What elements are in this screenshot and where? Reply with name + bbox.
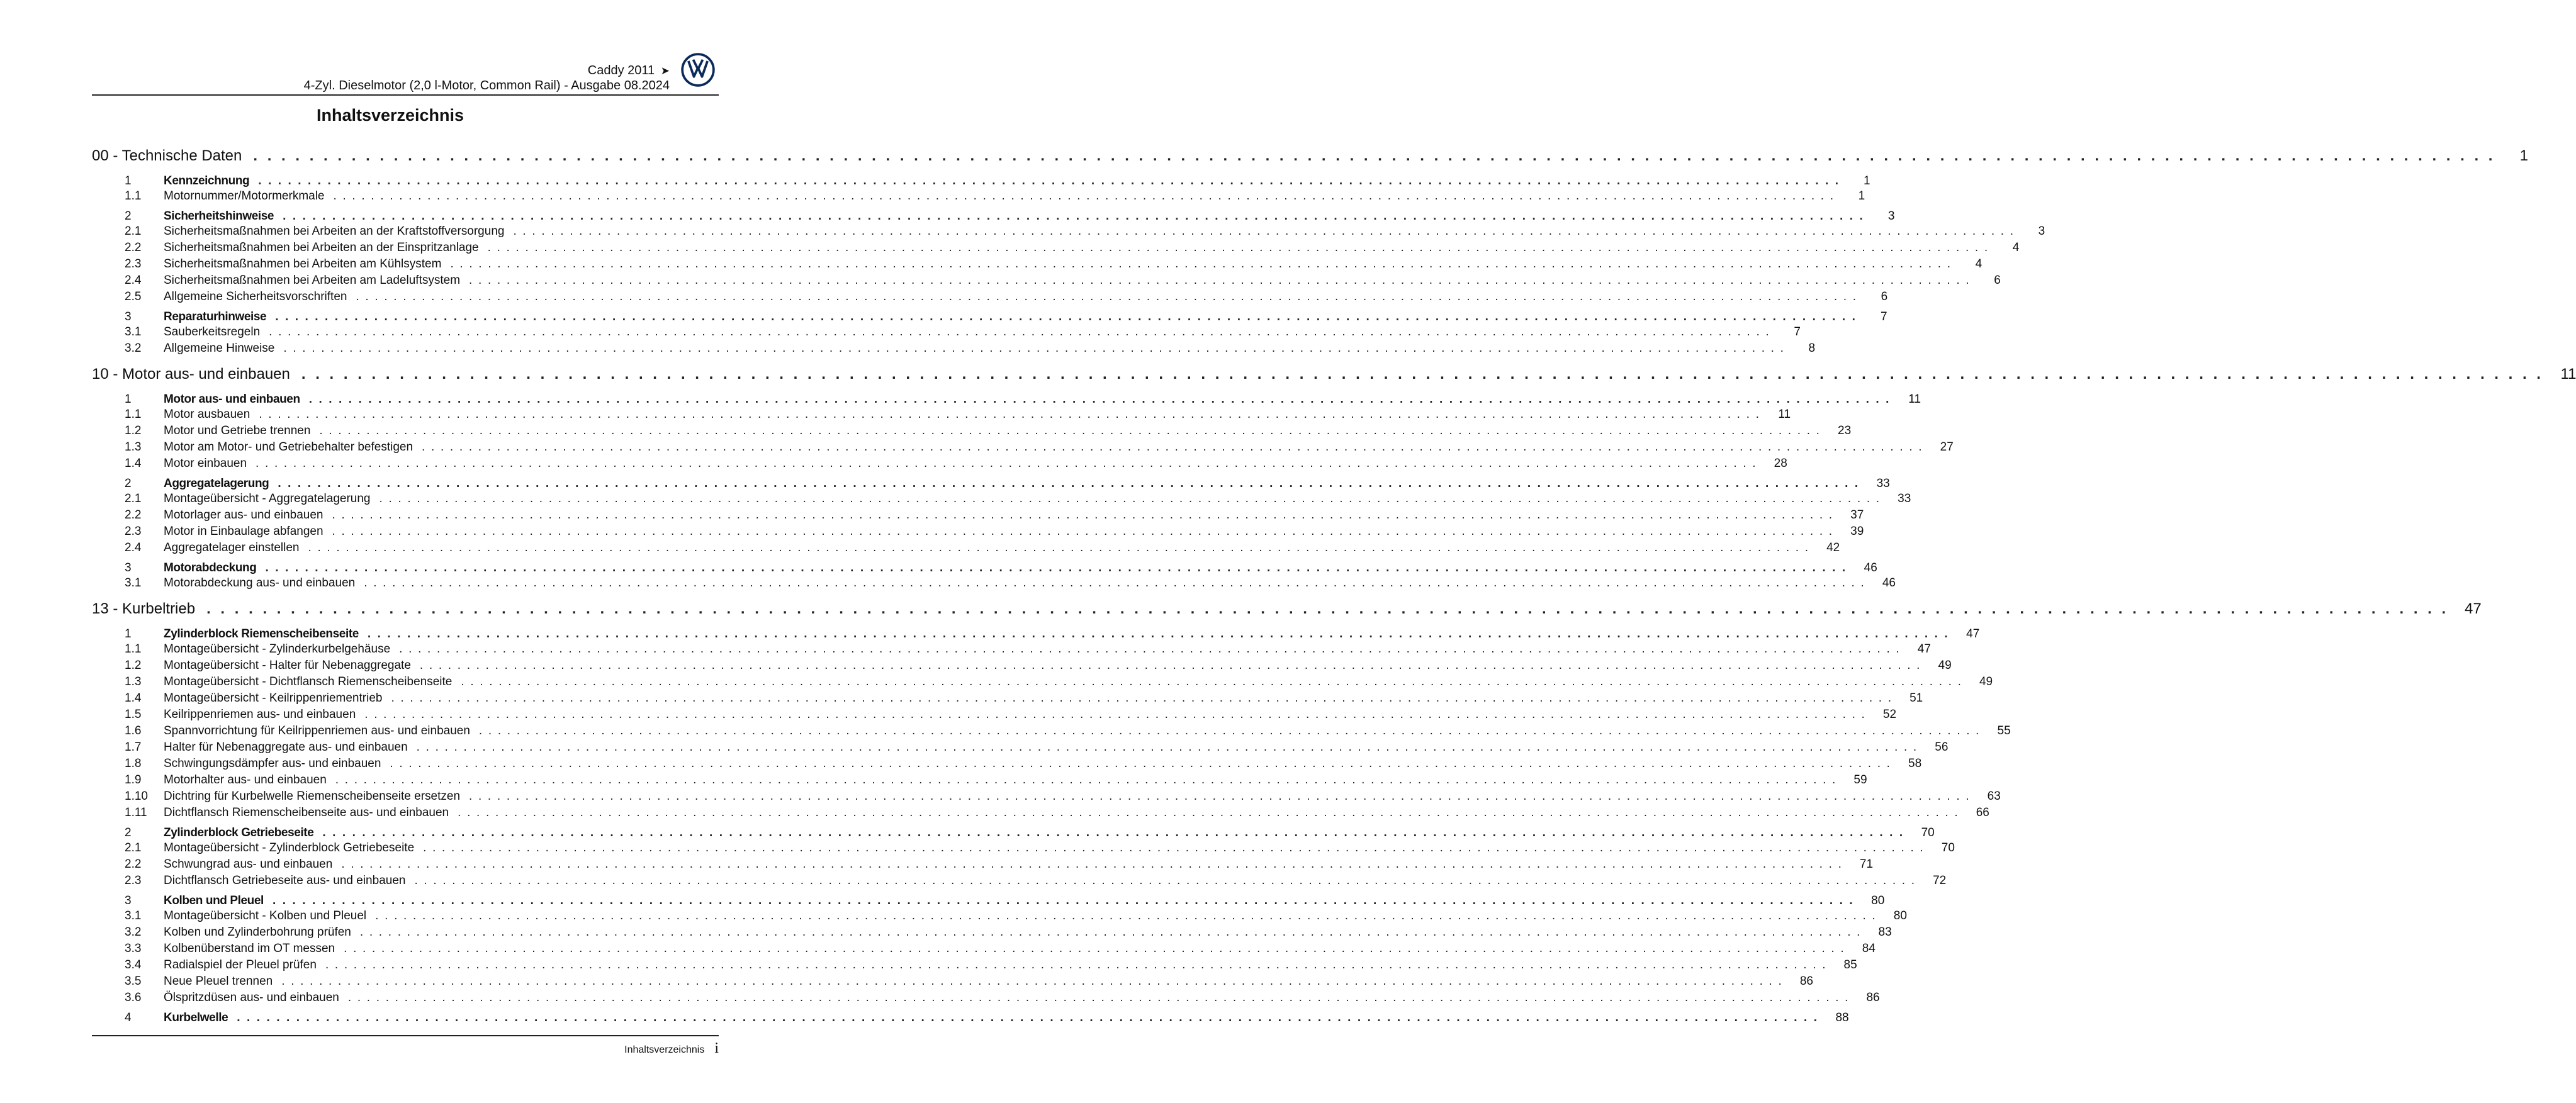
toc-entry-page: 46	[1864, 561, 1877, 574]
dot-leader: . . . . . . . . . . . . . . . . . . . . . . . . . . . . . . . . . . . . . . . . . . . . . . . . . . . . . . . . . . . . . . . . . . . . . . . . . . . . . . . . . . . . . . . . . . . . . . . . . . . . . . . . . . . . . . . . . . . . . . . . . . . . . . . . . . . . . . . . . . . . . . . . . . . . . . . . . . . . . . . .	[283, 342, 1786, 355]
toc-entry-number: 2	[125, 826, 132, 839]
toc-entry-number: 2.3	[125, 525, 142, 538]
toc-entry-section[interactable]	[92, 627, 1980, 642]
dot-leader: . . . . . . . . . . . . . . . . . . . . . . . . . . . . . . . . . . . . . . . . . . . . . . . . . . . . . . . . . . . . . . . . . . . . . . . . . . . . . . . . . . . . . . . . . . . . . . . . . . . . . . . . . . . . . . . . . . . . . . . . . . . . . . . . . . . . . . . . . . . . . . . . . . . . . . . . . . . . . . . .	[325, 958, 1827, 971]
toc-entry-number: 1.10	[125, 790, 148, 803]
toc-entry-sub[interactable]	[92, 492, 1911, 508]
toc-entry-sub[interactable]	[92, 541, 1840, 557]
toc-entry-section[interactable]	[92, 1011, 1849, 1026]
toc-entry-page: 58	[1908, 757, 1922, 770]
toc-entry-page: 55	[1997, 724, 2011, 737]
toc-entry-label: Montageübersicht - Kolben und Pleuel	[164, 909, 367, 922]
toc-entry-page: 46	[1882, 576, 1896, 590]
toc-entry-page: 85	[1843, 958, 1857, 971]
toc-entry-page: 52	[1882, 708, 1897, 721]
toc-entry-number: 1.2	[125, 424, 142, 437]
toc-entry-page: 6	[1994, 274, 2001, 287]
toc-entry-section[interactable]	[92, 826, 1935, 841]
toc-entry-number: 1.3	[125, 675, 142, 688]
toc-entry-label: Motorabdeckung	[164, 561, 257, 574]
toc-entry-number: 3	[125, 310, 132, 323]
toc-entry-label: Sicherheitsmaßnahmen bei Arbeiten an der Einspritzanlage	[164, 241, 479, 254]
toc-entry-number: 2.4	[125, 274, 142, 287]
toc-entry-page: 86	[1866, 991, 1880, 1004]
toc-entry-page: 49	[1938, 659, 1952, 672]
toc-entry-label: Spannvorrichtung für Keilrippenriemen aus- und einbauen	[164, 724, 470, 737]
header-model-line	[588, 64, 670, 78]
toc-entry-label: Neue Pleuel trennen	[164, 975, 273, 988]
toc-entry-label: Halter für Nebenaggregate aus- und einbauen	[164, 741, 408, 754]
vw-logo-icon	[681, 53, 715, 87]
toc-entry-label: Sicherheitsmaßnahmen bei Arbeiten an der Kraftstoffversorgung	[164, 225, 505, 238]
toc-entry-number: 3.4	[125, 958, 142, 971]
dot-leader: . . . . . . . . . . . . . . . . . . . . . . . . . . . . . . . . . . . . . . . . . . . . . . . . . . . . . . . . . . . . . . . . . . . . . . . . . . . . . . . . . . . . . . . . . . . . . . . . . . . . . . . . . . . . . . . . . . . . . . . . . . . . . . . . . . . . . . . . . . . . . . . . . . . . . . . . . . . . . . . .	[283, 210, 1865, 223]
toc-entry-page: 70	[1921, 826, 1935, 839]
toc-entry-label: Motor aus- und einbauen	[164, 393, 300, 406]
dot-leader: . . . . . . . . . . . . . . . . . . . . . . . . . . . . . . . . . . . . . . . . . . . . . . . . . . . . . . . . . . . . . . . . . . . . . . . . . . . . . . . . . . . . . . . . . . . . . . . . . . . . . . . . . . . . . . . . . . . . . . . . . . . . . . . . . . . . . . . . . . . . . . . . . . . . . . . . . . . . . . . .	[347, 991, 1850, 1004]
footer-label: Inhaltsverzeichnis	[624, 1044, 705, 1055]
toc-entry-label: Motor und Getriebe trennen	[164, 424, 311, 437]
dot-leader: . . . . . . . . . . . . . . . . . . . . . . . . . . . . . . . . . . . . . . . . . . . . . . . . . . . . . . . . . . . . . . . . . . . . . . . . . . . . . . . . . . . . . . . . . . . . . . . . . . . . . . . . . . . . . . . . . . . . . . . . . . . . . . . . . . . . . . . . . . . . . . . . . . . . . . . . . . . . . . . .	[469, 790, 1971, 803]
toc-entry-page: 47	[1917, 642, 1931, 656]
dot-leader: . . . . . . . . . . . . . . . . . . . . . . . . . . . . . . . . . . . . . . . . . . . . . . . . . . . . . . . . . . . . . . . . . . . . . . . . . . . . . . . . . . . . . . . . . . . . . . . . . . . . . . . . . . . . . . . . . . . . . . . . . . . . . . . . . . . . . . . . . . . . . . . . . . . . . . . . . . . . . . . .	[265, 561, 1847, 574]
toc-entry-label: Montageübersicht - Zylinderkurbelgehäuse	[164, 642, 391, 656]
toc-entry-page: 23	[1838, 424, 1852, 437]
dot-leader: . . . . . . . . . . . . . . . . . . . . . . . . . . . . . . . . . . . . . . . . . . . . . . . . . . . . . . . . . . . . . . . . . . . . . . . . . . . . . . . . . . . . . . . . . . . . . . . . . . . . . . . . . . . . . . . . . . . . . . . . . . . . . . . . . . . . . . . . . . . . . . . . . . . . . . . . . . . . . . . .	[364, 708, 1867, 721]
toc-entry-section[interactable]	[92, 477, 1890, 492]
toc-entry-sub[interactable]	[92, 991, 1880, 1007]
toc-entry-label: Sicherheitsmaßnahmen bei Arbeiten am Ladeluftsystem	[164, 274, 461, 287]
dot-leader: . . . . . . . . . . . . . . . . . . . . . . . . . . . . . . . . . . . . . . . . . . . . . . . . . . . . . . . . . . . . . . . . . . . . . . . . . . . . . . . . . . . . . . . . . . . . . . . . . . . . . . . . . . . . . . . . . . . . . . . . . . . . . . . . . . . . . . . . . . . . . . . . . . . . . . . . . . . . . . . .	[364, 576, 1865, 590]
toc-entry-sub[interactable]	[92, 691, 1923, 708]
toc-entry-section[interactable]	[92, 210, 1895, 225]
toc-entry-number: 3	[125, 561, 132, 574]
dot-leader: . . . . . . . . . . . . . . . . . . . . . . . . . . . . . . . . . . . . . . . . . . . . . . . . . . . . . . . . . . . . . . . . . . . . . . . . . . . . . . . . . . . . . . . . . . . . . . . . . . . . . . . . . . . . . . . . . . . . . . . . . . . . . . . . . . . . . . . . . . . . . . . . . . . . . . . . . . . . . . . .	[359, 926, 1862, 939]
toc-entry-page: 80	[1871, 894, 1885, 907]
toc-entry-page: 6	[1881, 290, 1888, 303]
dot-leader: . . . . . . . . . . . . . . . . . . . . . . . . . . . . . . . . . . . . . . . . . . . . . . . . . . . . . . . . . . . . . . . . . . . . . . . . . . . . . . . . . . . . . . . . . . . . . . . . . . . . . . . . . . . . . . . . . . . . . . . . . . . . . . . . . . . . . . . . . . . . . . . . . . . . . . . . . . . . . . . .	[259, 408, 1761, 421]
toc-entry-sub[interactable]	[92, 257, 1983, 274]
toc-entry-number: 2.3	[125, 874, 142, 887]
toc-entry-label: Schwungrad aus- und einbauen	[164, 858, 333, 871]
dot-leader: . . . . . . . . . . . . . . . . . . . . . . . . . . . . . . . . . . . . . . . . . . . . . . . . . . . . . . . . . . . . . . . . . . . . . . . . . . . . . . . . . . . . . . . . . . . . . . . . . . . . . . . . . . . . . . . . . . . . . . . . . . . . . . . . . . . . . . . . . . . . . . . . . . . . . . . . . . . . . . . .	[206, 600, 2449, 617]
dot-leader: . . . . . . . . . . . . . . . . . . . . . . . . . . . . . . . . . . . . . . . . . . . . . . . . . . . . . . . . . . . . . . . . . . . . . . . . . . . . . . . . . . . . . . . . . . . . . . . . . . . . . . . . . . . . . . . . . . . . . . . . . . . . . . . . . . . . . . . . . . . . . . . . . . . . . . . . . . . . . . . .	[469, 274, 1971, 287]
toc-entry-sub[interactable]	[92, 858, 1874, 874]
toc-entry-label: 00 - Technische Daten	[92, 147, 242, 164]
toc-entry-page: 47	[2464, 600, 2482, 617]
toc-entry-number: 1.9	[125, 773, 142, 787]
toc-entry-label: Zylinderblock Riemenscheibenseite	[164, 627, 359, 641]
table-of-contents	[92, 147, 2576, 1026]
toc-entry-label: Allgemeine Hinweise	[164, 342, 275, 355]
toc-entry-number: 1	[125, 174, 132, 188]
toc-entry-page: 39	[1850, 525, 1864, 538]
toc-entry-chapter[interactable]	[92, 147, 2528, 171]
toc-entry-page: 37	[1850, 508, 1864, 522]
toc-entry-sub[interactable]	[92, 408, 1791, 424]
dot-leader: . . . . . . . . . . . . . . . . . . . . . . . . . . . . . . . . . . . . . . . . . . . . . . . . . . . . . . . . . . . . . . . . . . . . . . . . . . . . . . . . . . . . . . . . . . . . . . . . . . . . . . . . . . . . . . . . . . . . . . . . . . . . . . . . . . . . . . . . . . . . . . . . . . . . . . . . . . . . . . . .	[237, 1011, 1819, 1024]
page-title: Inhaltsverzeichnis	[316, 106, 464, 125]
dot-leader: . . . . . . . . . . . . . . . . . . . . . . . . . . . . . . . . . . . . . . . . . . . . . . . . . . . . . . . . . . . . . . . . . . . . . . . . . . . . . . . . . . . . . . . . . . . . . . . . . . . . . . . . . . . . . . . . . . . . . . . . . . . . . . . . . . . . . . . . . . . . . . . . . . . . . . . . . . . . . . . .	[308, 393, 1891, 406]
toc-entry-label: Kolbenüberstand im OT messen	[164, 942, 335, 955]
dot-leader: . . . . . . . . . . . . . . . . . . . . . . . . . . . . . . . . . . . . . . . . . . . . . . . . . . . . . . . . . . . . . . . . . . . . . . . . . . . . . . . . . . . . . . . . . . . . . . . . . . . . . . . . . . . . . . . . . . . . . . . . . . . . . . . . . . . . . . . . . . . . . . . . . . . . . . . . . . . . . . . .	[423, 841, 1925, 854]
arrow-right-icon: ➤	[660, 65, 670, 77]
toc-entry-number: 2.2	[125, 241, 142, 254]
toc-entry-page: 3	[2038, 225, 2045, 238]
dot-leader: . . . . . . . . . . . . . . . . . . . . . . . . . . . . . . . . . . . . . . . . . . . . . . . . . . . . . . . . . . . . . . . . . . . . . . . . . . . . . . . . . . . . . . . . . . . . . . . . . . . . . . . . . . . . . . . . . . . . . . . . . . . . . . . . . . . . . . . . . . . . . . . . . . . . . . . . . . . . . . . .	[278, 477, 1860, 490]
toc-entry-sub[interactable]	[92, 909, 1907, 926]
dot-leader: . . . . . . . . . . . . . . . . . . . . . . . . . . . . . . . . . . . . . . . . . . . . . . . . . . . . . . . . . . . . . . . . . . . . . . . . . . . . . . . . . . . . . . . . . . . . . . . . . . . . . . . . . . . . . . . . . . . . . . . . . . . . . . . . . . . . . . . . . . . . . . . . . . . . . . . . . . . . . . . .	[391, 691, 1893, 705]
toc-entry-number: 4	[125, 1011, 132, 1024]
page-footer	[624, 1040, 719, 1057]
toc-entry-sub[interactable]	[92, 642, 1931, 659]
toc-entry-page: 3	[1887, 210, 1895, 223]
dot-leader: . . . . . . . . . . . . . . . . . . . . . . . . . . . . . . . . . . . . . . . . . . . . . . . . . . . . . . . . . . . . . . . . . . . . . . . . . . . . . . . . . . . . . . . . . . . . . . . . . . . . . . . . . . . . . . . . . . . . . . . . . . . . . . . . . . . . . . . . . . . . . . . . . . . . . . . . . . . . . . . .	[301, 366, 2544, 383]
toc-entry-page: 7	[1794, 325, 1801, 339]
toc-entry-number: 3.1	[125, 325, 142, 339]
toc-entry-label: Motor am Motor- und Getriebehalter befestigen	[164, 440, 413, 454]
toc-entry-sub[interactable]	[92, 290, 1888, 306]
toc-entry-sub[interactable]	[92, 841, 1955, 858]
toc-entry-page: 86	[1799, 975, 1813, 988]
toc-entry-page: 33	[1876, 477, 1890, 490]
toc-entry-page: 80	[1893, 909, 1907, 922]
toc-entry-label: Kolben und Pleuel	[164, 894, 264, 907]
toc-entry-number: 1.4	[125, 691, 142, 705]
toc-entry-label: Zylinderblock Getriebeseite	[164, 826, 314, 839]
toc-entry-sub[interactable]	[92, 926, 1892, 942]
toc-entry-page: 11	[2560, 366, 2576, 383]
dot-leader: . . . . . . . . . . . . . . . . . . . . . . . . . . . . . . . . . . . . . . . . . . . . . . . . . . . . . . . . . . . . . . . . . . . . . . . . . . . . . . . . . . . . . . . . . . . . . . . . . . . . . . . . . . . . . . . . . . . . . . . . . . . . . . . . . . . . . . . . . . . . . . . . . . . . . . . . . . . . . . . .	[414, 874, 1916, 887]
toc-entry-number: 2.1	[125, 225, 142, 238]
toc-entry-number: 1.8	[125, 757, 142, 770]
toc-entry-number: 2.2	[125, 858, 142, 871]
toc-entry-sub[interactable]	[92, 675, 1993, 691]
toc-entry-sub[interactable]	[92, 189, 1865, 206]
toc-entry-label: Montageübersicht - Keilrippenriementrieb	[164, 691, 383, 705]
toc-entry-number: 3.3	[125, 942, 142, 955]
toc-entry-sub[interactable]	[92, 325, 1801, 342]
toc-entry-label: Montageübersicht - Dichtflansch Riemenscheibenseite	[164, 675, 453, 688]
toc-entry-label: Allgemeine Sicherheitsvorschriften	[164, 290, 347, 303]
toc-entry-page: 42	[1826, 541, 1840, 554]
dot-leader: . . . . . . . . . . . . . . . . . . . . . . . . . . . . . . . . . . . . . . . . . . . . . . . . . . . . . . . . . . . . . . . . . . . . . . . . . . . . . . . . . . . . . . . . . . . . . . . . . . . . . . . . . . . . . . . . . . . . . . . . . . . . . . . . . . . . . . . . . . . . . . . . . . . . . . . . . . . . . . . .	[422, 440, 1923, 454]
toc-entry-page: 4	[2012, 241, 2020, 254]
toc-entry-number: 1.11	[125, 806, 147, 819]
toc-entry-label: Keilrippenriemen aus- und einbauen	[164, 708, 356, 721]
toc-entry-page: 11	[1908, 393, 1921, 406]
toc-entry-number: 1	[125, 627, 132, 641]
dot-leader: . . . . . . . . . . . . . . . . . . . . . . . . . . . . . . . . . . . . . . . . . . . . . . . . . . . . . . . . . . . . . . . . . . . . . . . . . . . . . . . . . . . . . . . . . . . . . . . . . . . . . . . . . . . . . . . . . . . . . . . . . . . . . . . . . . . . . . . . . . . . . . . . . . . . . . . . . . . . . . . .	[450, 257, 1952, 271]
toc-entry-number: 3.6	[125, 991, 142, 1004]
toc-entry-label: Ölspritzdüsen aus- und einbauen	[164, 991, 339, 1004]
toc-entry-number: 2	[125, 210, 132, 223]
toc-entry-sub[interactable]	[92, 773, 1867, 790]
toc-entry-page: 1	[1858, 189, 1865, 203]
toc-entry-sub[interactable]	[92, 440, 1954, 457]
toc-entry-label: Dichtflansch Riemenscheibenseite aus- und einbauen	[164, 806, 449, 819]
toc-entry-label: Montageübersicht - Aggregatelagerung	[164, 492, 371, 505]
toc-entry-label: Motor in Einbaulage abfangen	[164, 525, 323, 538]
dot-leader: . . . . . . . . . . . . . . . . . . . . . . . . . . . . . . . . . . . . . . . . . . . . . . . . . . . . . . . . . . . . . . . . . . . . . . . . . . . . . . . . . . . . . . . . . . . . . . . . . . . . . . . . . . . . . . . . . . . . . . . . . . . . . . . . . . . . . . . . . . . . . . . . . . . . . . . . . . . . . . . .	[253, 147, 2495, 164]
toc-entry-page: 49	[1979, 675, 1993, 688]
toc-entry-chapter[interactable]	[92, 600, 2482, 624]
toc-entry-page: 71	[1859, 858, 1874, 871]
toc-entry-page: 47	[1966, 627, 1980, 641]
dot-leader: . . . . . . . . . . . . . . . . . . . . . . . . . . . . . . . . . . . . . . . . . . . . . . . . . . . . . . . . . . . . . . . . . . . . . . . . . . . . . . . . . . . . . . . . . . . . . . . . . . . . . . . . . . . . . . . . . . . . . . . . . . . . . . . . . . . . . . . . . . . . . . . . . . . . . . . . . . . . . . . .	[341, 858, 1843, 871]
dot-leader: . . . . . . . . . . . . . . . . . . . . . . . . . . . . . . . . . . . . . . . . . . . . . . . . . . . . . . . . . . . . . . . . . . . . . . . . . . . . . . . . . . . . . . . . . . . . . . . . . . . . . . . . . . . . . . . . . . . . . . . . . . . . . . . . . . . . . . . . . . . . . . . . . . . . . . . . . . . . . . . .	[332, 508, 1834, 522]
toc-entry-label: Sauberkeitsregeln	[164, 325, 261, 339]
dot-leader: . . . . . . . . . . . . . . . . . . . . . . . . . . . . . . . . . . . . . . . . . . . . . . . . . . . . . . . . . . . . . . . . . . . . . . . . . . . . . . . . . . . . . . . . . . . . . . . . . . . . . . . . . . . . . . . . . . . . . . . . . . . . . . . . . . . . . . . . . . . . . . . . . . . . . . . . . . . . . . . .	[487, 241, 1989, 254]
dot-leader: . . . . . . . . . . . . . . . . . . . . . . . . . . . . . . . . . . . . . . . . . . . . . . . . . . . . . . . . . . . . . . . . . . . . . . . . . . . . . . . . . . . . . . . . . . . . . . . . . . . . . . . . . . . . . . . . . . . . . . . . . . . . . . . . . . . . . . . . . . . . . . . . . . . . . . . . . . . . . . . .	[333, 189, 1835, 203]
toc-entry-label: Aggregatelagerung	[164, 477, 269, 490]
dot-leader: . . . . . . . . . . . . . . . . . . . . . . . . . . . . . . . . . . . . . . . . . . . . . . . . . . . . . . . . . . . . . . . . . . . . . . . . . . . . . . . . . . . . . . . . . . . . . . . . . . . . . . . . . . . . . . . . . . . . . . . . . . . . . . . . . . . . . . . . . . . . . . . . . . . . . . . . . . . . . . . .	[356, 290, 1858, 303]
toc-entry-number: 2.1	[125, 841, 142, 854]
toc-entry-label: Motor ausbauen	[164, 408, 250, 421]
toc-entry-label: Montageübersicht - Halter für Nebenaggregate	[164, 659, 411, 672]
toc-entry-number: 1.7	[125, 741, 142, 754]
toc-entry-number: 2	[125, 477, 132, 490]
toc-entry-sub[interactable]	[92, 274, 2001, 290]
toc-entry-section[interactable]	[92, 393, 1921, 408]
dot-leader: . . . . . . . . . . . . . . . . . . . . . . . . . . . . . . . . . . . . . . . . . . . . . . . . . . . . . . . . . . . . . . . . . . . . . . . . . . . . . . . . . . . . . . . . . . . . . . . . . . . . . . . . . . . . . . . . . . . . . . . . . . . . . . . . . . . . . . . . . . . . . . . . . . . . . . . . . . . . . . . .	[513, 225, 2015, 238]
toc-entry-label: Dichtflansch Getriebeseite aus- und einbauen	[164, 874, 406, 887]
dot-leader: . . . . . . . . . . . . . . . . . . . . . . . . . . . . . . . . . . . . . . . . . . . . . . . . . . . . . . . . . . . . . . . . . . . . . . . . . . . . . . . . . . . . . . . . . . . . . . . . . . . . . . . . . . . . . . . . . . . . . . . . . . . . . . . . . . . . . . . . . . . . . . . . . . . . . . . . . . . . . . . .	[319, 424, 1821, 437]
toc-entry-sub[interactable]	[92, 659, 1952, 675]
footer-page-number: i	[714, 1040, 719, 1056]
toc-entry-section[interactable]	[92, 894, 1885, 909]
dot-leader: . . . . . . . . . . . . . . . . . . . . . . . . . . . . . . . . . . . . . . . . . . . . . . . . . . . . . . . . . . . . . . . . . . . . . . . . . . . . . . . . . . . . . . . . . . . . . . . . . . . . . . . . . . . . . . . . . . . . . . . . . . . . . . . . . . . . . . . . . . . . . . . . . . . . . . . . . . . . . . . .	[419, 659, 1921, 672]
toc-entry-page: 59	[1853, 773, 1867, 787]
toc-entry-number: 3.2	[125, 342, 142, 355]
dot-leader: . . . . . . . . . . . . . . . . . . . . . . . . . . . . . . . . . . . . . . . . . . . . . . . . . . . . . . . . . . . . . . . . . . . . . . . . . . . . . . . . . . . . . . . . . . . . . . . . . . . . . . . . . . . . . . . . . . . . . . . . . . . . . . . . . . . . . . . . . . . . . . . . . . . . . . . . . . . . . . . .	[281, 975, 1783, 988]
dot-leader: . . . . . . . . . . . . . . . . . . . . . . . . . . . . . . . . . . . . . . . . . . . . . . . . . . . . . . . . . . . . . . . . . . . . . . . . . . . . . . . . . . . . . . . . . . . . . . . . . . . . . . . . . . . . . . . . . . . . . . . . . . . . . . . . . . . . . . . . . . . . . . . . . . . . . . . . . . . . . . . .	[375, 909, 1877, 922]
toc-entry-sub[interactable]	[92, 724, 2011, 741]
toc-entry-sub[interactable]	[92, 708, 1897, 724]
toc-entry-page: 7	[1880, 310, 1887, 323]
toc-entry-sub[interactable]	[92, 342, 1816, 358]
toc-entry-sub[interactable]	[92, 806, 1989, 822]
toc-entry-page: 63	[1987, 790, 2001, 803]
toc-entry-label: Reparaturhinweise	[164, 310, 267, 323]
toc-entry-number: 1.1	[125, 189, 142, 203]
toc-entry-page: 70	[1941, 841, 1955, 854]
toc-entry-number: 1	[125, 393, 132, 406]
toc-entry-page: 1	[2519, 147, 2528, 164]
toc-entry-sub[interactable]	[92, 790, 2001, 806]
toc-entry-label: Motorhalter aus- und einbauen	[164, 773, 327, 787]
toc-entry-number: 2.4	[125, 541, 142, 554]
toc-entry-number: 2.5	[125, 290, 142, 303]
dot-leader: . . . . . . . . . . . . . . . . . . . . . . . . . . . . . . . . . . . . . . . . . . . . . . . . . . . . . . . . . . . . . . . . . . . . . . . . . . . . . . . . . . . . . . . . . . . . . . . . . . . . . . . . . . . . . . . . . . . . . . . . . . . . . . . . . . . . . . . . . . . . . . . . . . . . . . . . . . . . . . . .	[379, 492, 1881, 505]
toc-entry-page: 88	[1835, 1011, 1849, 1024]
toc-entry-label: Schwingungsdämpfer aus- und einbauen	[164, 757, 381, 770]
toc-entry-page: 51	[1910, 691, 1923, 705]
toc-entry-sub[interactable]	[92, 874, 1947, 890]
dot-leader: . . . . . . . . . . . . . . . . . . . . . . . . . . . . . . . . . . . . . . . . . . . . . . . . . . . . . . . . . . . . . . . . . . . . . . . . . . . . . . . . . . . . . . . . . . . . . . . . . . . . . . . . . . . . . . . . . . . . . . . . . . . . . . . . . . . . . . . . . . . . . . . . . . . . . . . . . . . . . . . .	[256, 457, 1757, 470]
toc-entry-label: Sicherheitshinweise	[164, 210, 274, 223]
toc-entry-number: 1.1	[125, 642, 142, 656]
dot-leader: . . . . . . . . . . . . . . . . . . . . . . . . . . . . . . . . . . . . . . . . . . . . . . . . . . . . . . . . . . . . . . . . . . . . . . . . . . . . . . . . . . . . . . . . . . . . . . . . . . . . . . . . . . . . . . . . . . . . . . . . . . . . . . . . . . . . . . . . . . . . . . . . . . . . . . . . . . . . . . . .	[272, 894, 1855, 907]
toc-entry-page: 11	[1778, 408, 1791, 421]
toc-entry-number: 1.6	[125, 724, 142, 737]
toc-entry-label: Motorlager aus- und einbauen	[164, 508, 323, 522]
toc-entry-page: 83	[1878, 926, 1892, 939]
toc-entry-number: 2.2	[125, 508, 142, 522]
toc-entry-label: Montageübersicht - Zylinderblock Getriebeseite	[164, 841, 415, 854]
page-header	[0, 0, 780, 101]
dot-leader: . . . . . . . . . . . . . . . . . . . . . . . . . . . . . . . . . . . . . . . . . . . . . . . . . . . . . . . . . . . . . . . . . . . . . . . . . . . . . . . . . . . . . . . . . . . . . . . . . . . . . . . . . . . . . . . . . . . . . . . . . . . . . . . . . . . . . . . . . . . . . . . . . . . . . . . . . . . . . . . .	[335, 773, 1837, 787]
dot-leader: . . . . . . . . . . . . . . . . . . . . . . . . . . . . . . . . . . . . . . . . . . . . . . . . . . . . . . . . . . . . . . . . . . . . . . . . . . . . . . . . . . . . . . . . . . . . . . . . . . . . . . . . . . . . . . . . . . . . . . . . . . . . . . . . . . . . . . . . . . . . . . . . . . . . . . . . . . . . . . . .	[322, 826, 1904, 839]
toc-entry-number: 1.1	[125, 408, 142, 421]
toc-entry-sub[interactable]	[92, 576, 1896, 593]
toc-entry-page: 4	[1975, 257, 1983, 271]
toc-entry-label: Kennzeichnung	[164, 174, 250, 188]
toc-entry-number: 3.5	[125, 975, 142, 988]
toc-entry-number: 2.1	[125, 492, 142, 505]
toc-entry-chapter[interactable]	[92, 366, 2576, 389]
toc-entry-label: 10 - Motor aus- und einbauen	[92, 366, 290, 383]
toc-entry-number: 1.2	[125, 659, 142, 672]
toc-entry-sub[interactable]	[92, 975, 1813, 991]
dot-leader: . . . . . . . . . . . . . . . . . . . . . . . . . . . . . . . . . . . . . . . . . . . . . . . . . . . . . . . . . . . . . . . . . . . . . . . . . . . . . . . . . . . . . . . . . . . . . . . . . . . . . . . . . . . . . . . . . . . . . . . . . . . . . . . . . . . . . . . . . . . . . . . . . . . . . . . . . . . . . . . .	[308, 541, 1810, 554]
dot-leader: . . . . . . . . . . . . . . . . . . . . . . . . . . . . . . . . . . . . . . . . . . . . . . . . . . . . . . . . . . . . . . . . . . . . . . . . . . . . . . . . . . . . . . . . . . . . . . . . . . . . . . . . . . . . . . . . . . . . . . . . . . . . . . . . . . . . . . . . . . . . . . . . . . . . . . . . . . . . . . . .	[416, 741, 1918, 754]
toc-entry-label: 13 - Kurbeltrieb	[92, 600, 196, 617]
toc-entry-section[interactable]	[92, 174, 1870, 189]
dot-leader: . . . . . . . . . . . . . . . . . . . . . . . . . . . . . . . . . . . . . . . . . . . . . . . . . . . . . . . . . . . . . . . . . . . . . . . . . . . . . . . . . . . . . . . . . . . . . . . . . . . . . . . . . . . . . . . . . . . . . . . . . . . . . . . . . . . . . . . . . . . . . . . . . . . . . . . . . . . . . . . .	[332, 525, 1834, 538]
dot-leader: . . . . . . . . . . . . . . . . . . . . . . . . . . . . . . . . . . . . . . . . . . . . . . . . . . . . . . . . . . . . . . . . . . . . . . . . . . . . . . . . . . . . . . . . . . . . . . . . . . . . . . . . . . . . . . . . . . . . . . . . . . . . . . . . . . . . . . . . . . . . . . . . . . . . . . . . . . . . . . . .	[344, 942, 1845, 955]
toc-entry-sub[interactable]	[92, 241, 2020, 257]
toc-entry-label: Dichtring für Kurbelwelle Riemenscheibenseite ersetzen	[164, 790, 461, 803]
toc-entry-label: Sicherheitsmaßnahmen bei Arbeiten am Kühlsystem	[164, 257, 442, 271]
dot-leader: . . . . . . . . . . . . . . . . . . . . . . . . . . . . . . . . . . . . . . . . . . . . . . . . . . . . . . . . . . . . . . . . . . . . . . . . . . . . . . . . . . . . . . . . . . . . . . . . . . . . . . . . . . . . . . . . . . . . . . . . . . . . . . . . . . . . . . . . . . . . . . . . . . . . . . . . . . . . . . . .	[367, 627, 1950, 641]
toc-entry-page: 8	[1808, 342, 1816, 355]
toc-entry-sub[interactable]	[92, 942, 1876, 958]
toc-entry-sub[interactable]	[92, 741, 1949, 757]
toc-entry-page: 27	[1940, 440, 1954, 454]
dot-leader: . . . . . . . . . . . . . . . . . . . . . . . . . . . . . . . . . . . . . . . . . . . . . . . . . . . . . . . . . . . . . . . . . . . . . . . . . . . . . . . . . . . . . . . . . . . . . . . . . . . . . . . . . . . . . . . . . . . . . . . . . . . . . . . . . . . . . . . . . . . . . . . . . . . . . . . . . . . . . . . .	[461, 675, 1963, 688]
toc-entry-number: 3.1	[125, 909, 142, 922]
toc-entry-number: 1.4	[125, 457, 142, 470]
toc-entry-number: 3.1	[125, 576, 142, 590]
toc-entry-sub[interactable]	[92, 958, 1857, 975]
dot-leader: . . . . . . . . . . . . . . . . . . . . . . . . . . . . . . . . . . . . . . . . . . . . . . . . . . . . . . . . . . . . . . . . . . . . . . . . . . . . . . . . . . . . . . . . . . . . . . . . . . . . . . . . . . . . . . . . . . . . . . . . . . . . . . . . . . . . . . . . . . . . . . . . . . . . . . . . . . . . . . . .	[269, 325, 1770, 339]
toc-entry-label: Motornummer/Motormerkmale	[164, 189, 325, 203]
toc-entry-page: 56	[1935, 741, 1949, 754]
toc-entry-label: Motor einbauen	[164, 457, 247, 470]
dot-leader: . . . . . . . . . . . . . . . . . . . . . . . . . . . . . . . . . . . . . . . . . . . . . . . . . . . . . . . . . . . . . . . . . . . . . . . . . . . . . . . . . . . . . . . . . . . . . . . . . . . . . . . . . . . . . . . . . . . . . . . . . . . . . . . . . . . . . . . . . . . . . . . . . . . . . . . . . . . . . . . .	[390, 757, 1892, 770]
toc-entry-number: 2.3	[125, 257, 142, 271]
dot-leader: . . . . . . . . . . . . . . . . . . . . . . . . . . . . . . . . . . . . . . . . . . . . . . . . . . . . . . . . . . . . . . . . . . . . . . . . . . . . . . . . . . . . . . . . . . . . . . . . . . . . . . . . . . . . . . . . . . . . . . . . . . . . . . . . . . . . . . . . . . . . . . . . . . . . . . . . . . . . . . . .	[458, 806, 1959, 819]
toc-entry-page: 84	[1862, 942, 1876, 955]
toc-entry-sub[interactable]	[92, 424, 1852, 440]
dot-leader: . . . . . . . . . . . . . . . . . . . . . . . . . . . . . . . . . . . . . . . . . . . . . . . . . . . . . . . . . . . . . . . . . . . . . . . . . . . . . . . . . . . . . . . . . . . . . . . . . . . . . . . . . . . . . . . . . . . . . . . . . . . . . . . . . . . . . . . . . . . . . . . . . . . . . . . . . . . . . . . .	[275, 310, 1857, 323]
toc-entry-label: Kurbelwelle	[164, 1011, 228, 1024]
dot-leader: . . . . . . . . . . . . . . . . . . . . . . . . . . . . . . . . . . . . . . . . . . . . . . . . . . . . . . . . . . . . . . . . . . . . . . . . . . . . . . . . . . . . . . . . . . . . . . . . . . . . . . . . . . . . . . . . . . . . . . . . . . . . . . . . . . . . . . . . . . . . . . . . . . . . . . . . . . . . . . . .	[399, 642, 1901, 656]
toc-entry-number: 3	[125, 894, 132, 907]
toc-entry-page: 1	[1864, 174, 1870, 188]
toc-entry-sub[interactable]	[92, 757, 1922, 773]
header-rule	[92, 94, 719, 96]
toc-entry-page: 28	[1774, 457, 1787, 470]
toc-entry-page: 33	[1898, 492, 1911, 505]
toc-entry-page: 72	[1933, 874, 1947, 887]
toc-entry-label: Kolben und Zylinderbohrung prüfen	[164, 926, 351, 939]
header-subtitle: 4-Zyl. Dieselmotor (2,0 l-Motor, Common Rail) - Ausgabe 08.2024	[303, 79, 670, 92]
toc-entry-number: 1.5	[125, 708, 142, 721]
toc-entry-page: 66	[1976, 806, 1989, 819]
footer-rule	[92, 1035, 719, 1036]
toc-entry-sub[interactable]	[92, 525, 1864, 541]
dot-leader: . . . . . . . . . . . . . . . . . . . . . . . . . . . . . . . . . . . . . . . . . . . . . . . . . . . . . . . . . . . . . . . . . . . . . . . . . . . . . . . . . . . . . . . . . . . . . . . . . . . . . . . . . . . . . . . . . . . . . . . . . . . . . . . . . . . . . . . . . . . . . . . . . . . . . . . . . . . . . . . .	[478, 724, 1981, 737]
toc-entry-section[interactable]	[92, 310, 1887, 325]
toc-entry-number: 1.3	[125, 440, 142, 454]
dot-leader: . . . . . . . . . . . . . . . . . . . . . . . . . . . . . . . . . . . . . . . . . . . . . . . . . . . . . . . . . . . . . . . . . . . . . . . . . . . . . . . . . . . . . . . . . . . . . . . . . . . . . . . . . . . . . . . . . . . . . . . . . . . . . . . . . . . . . . . . . . . . . . . . . . . . . . . . . . . . . . . .	[258, 174, 1840, 188]
toc-entry-sub[interactable]	[92, 508, 1864, 525]
toc-entry-label: Aggregatelager einstellen	[164, 541, 300, 554]
toc-entry-sub[interactable]	[92, 457, 1787, 473]
toc-entry-sub[interactable]	[92, 225, 2045, 241]
toc-entry-label: Radialspiel der Pleuel prüfen	[164, 958, 317, 971]
toc-entry-label: Motorabdeckung aus- und einbauen	[164, 576, 356, 590]
header-model: Caddy 2011	[587, 64, 655, 77]
toc-entry-number: 3.2	[125, 926, 142, 939]
toc-entry-section[interactable]	[92, 561, 1877, 576]
